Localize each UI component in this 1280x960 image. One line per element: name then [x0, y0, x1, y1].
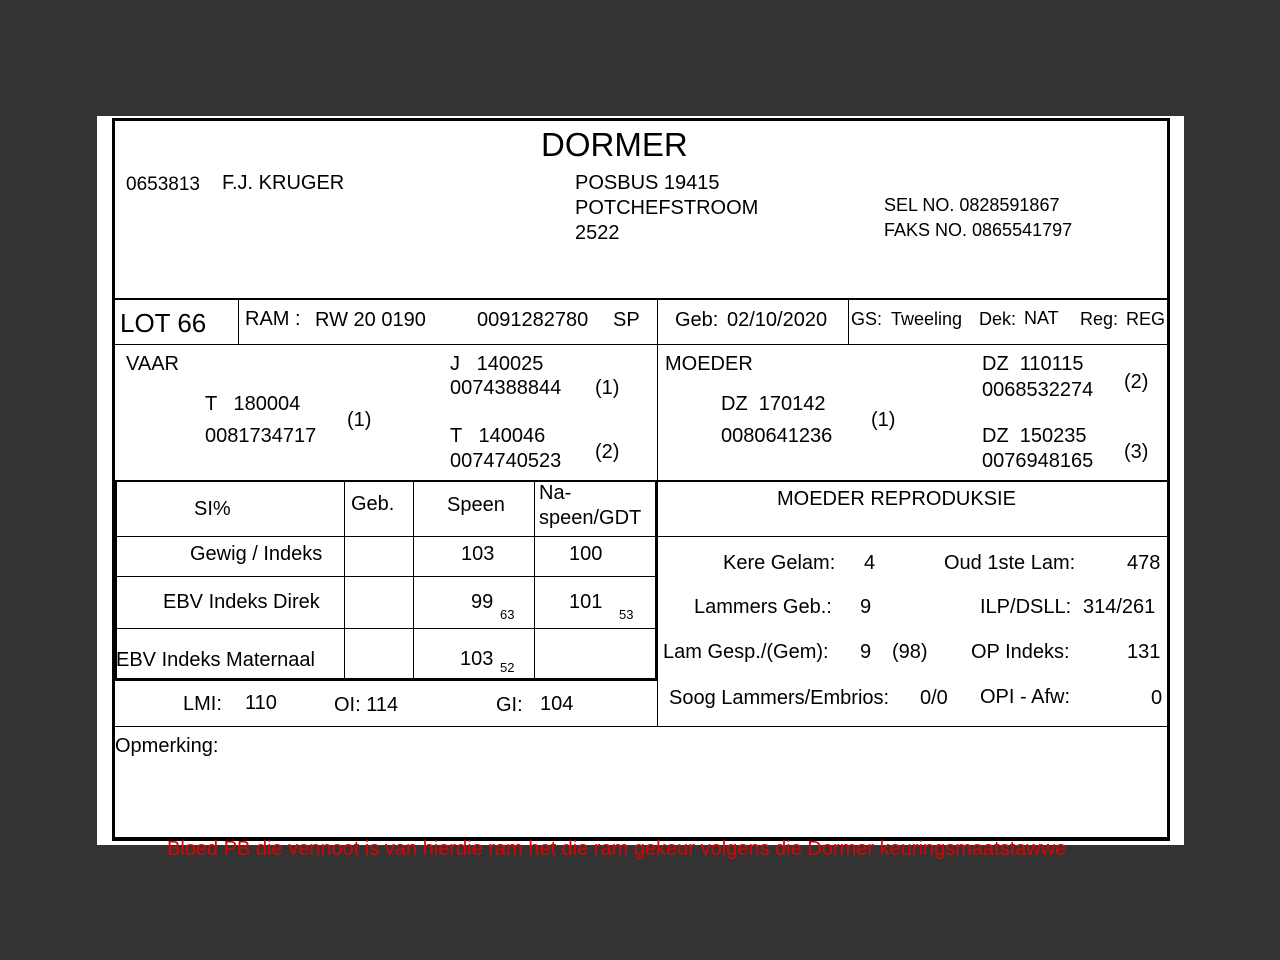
row2-speen-accuracy: 63: [500, 607, 515, 622]
divider-pedigree: [115, 480, 1170, 482]
ilp-label: ILP/DSLL:: [980, 596, 1072, 618]
divider-row3: [115, 678, 657, 681]
op-value: 131: [1127, 641, 1161, 663]
ram-id: RW 20 0190: [315, 309, 426, 331]
divider-index-head: [115, 536, 1170, 537]
head-speen: Speen: [447, 494, 505, 516]
address-line-1: POSBUS 19415: [575, 172, 720, 194]
row2-speen: 99: [471, 591, 494, 613]
dam-id: DZ 170142: [721, 393, 826, 415]
ram-reg-no: 0091282780: [477, 309, 589, 331]
oi-value: OI: 114: [334, 694, 399, 716]
row3-speen: 103: [460, 648, 494, 670]
breeder-code: 0653813: [126, 174, 200, 195]
row2-label: EBV Indeks Direk: [163, 591, 320, 613]
breeder-name: F.J. KRUGER: [222, 172, 345, 194]
gi-label: GI:: [496, 694, 523, 716]
row1-label: Gewig / Indeks: [190, 543, 323, 565]
sire-dam-mark: (2): [595, 441, 620, 463]
fax-number: FAKS NO. 0865541797: [884, 220, 1073, 240]
row1-speen: 103: [461, 543, 495, 565]
dam-mark: (1): [871, 409, 896, 431]
op-label: OP Indeks:: [971, 641, 1070, 663]
lammers-label: Lammers Geb.:: [694, 596, 832, 618]
head-geb: Geb.: [351, 493, 395, 515]
reproduction-title: MOEDER REPRODUKSIE: [777, 488, 1016, 510]
sire-sire-mark: (1): [595, 377, 620, 399]
divider-header: [115, 298, 1170, 300]
dam-dam-reg: 0076948165: [982, 450, 1094, 472]
gs-value: Tweeling: [891, 309, 963, 329]
head-naspeen-1: Na-: [539, 482, 572, 504]
gi-value: 104: [540, 693, 574, 715]
born-label: Geb:: [675, 309, 719, 331]
remarks-red-note: Bloed PB die vennoot is van hierdie ram het die ram gekeur volgens die Dormer keuringsmaatstawwe: [167, 838, 1067, 860]
gesp-value: 9: [860, 641, 872, 663]
address-line-3: 2522: [575, 222, 620, 244]
oud-value: 478: [1127, 552, 1161, 574]
divider-remarks: [115, 726, 1170, 727]
row3-label: EBV Indeks Maternaal: [116, 649, 315, 671]
reg-label: Reg:: [1080, 309, 1119, 329]
reg-value: REG: [1126, 309, 1166, 329]
opi-label: OPI - Afw:: [980, 686, 1071, 708]
dam-sire-reg: 0068532274: [982, 379, 1094, 401]
breed-title: DORMER: [541, 126, 688, 163]
remarks-label: Opmerking:: [115, 735, 219, 757]
opi-value: 0: [1151, 687, 1163, 709]
sire-sire-reg: 0074388844: [450, 377, 562, 399]
ilp-value: 314/261: [1083, 596, 1156, 618]
kere-value: 4: [864, 552, 876, 574]
sire-mark: (1): [347, 409, 372, 431]
ram-sp: SP: [613, 309, 640, 331]
dek-label: Dek:: [979, 309, 1017, 329]
divider-row1: [115, 576, 657, 577]
row1-naspeen: 100: [569, 543, 603, 565]
dam-sire-mark: (2): [1124, 371, 1149, 393]
divider-col-speen: [413, 481, 414, 679]
divider-col-naspeen: [534, 481, 535, 679]
sire-label: VAAR: [126, 353, 179, 375]
soog-label: Soog Lammers/Embrios:: [669, 687, 890, 709]
dam-dam-id: DZ 150235: [982, 425, 1087, 447]
row3-speen-accuracy: 52: [500, 660, 515, 675]
lot-number: LOT 66: [120, 308, 207, 338]
divider-gs-cell: [848, 299, 849, 345]
dam-dam-mark: (3): [1124, 441, 1149, 463]
dam-reg: 0080641236: [721, 425, 833, 447]
lot-card: [97, 116, 1184, 860]
dek-value: NAT: [1024, 308, 1059, 328]
sire-dam-id: T 140046: [450, 425, 546, 447]
sire-sire-id: J 140025: [450, 353, 544, 375]
oud-label: Oud 1ste Lam:: [944, 552, 1076, 574]
sire-reg: 0081734717: [205, 425, 317, 447]
kere-label: Kere Gelam:: [723, 552, 836, 574]
sire-dam-reg: 0074740523: [450, 450, 562, 472]
divider-row2: [115, 628, 657, 629]
ram-label: RAM :: [245, 308, 301, 330]
sire-id: T 180004: [205, 393, 301, 415]
row2-naspeen: 101: [569, 591, 603, 613]
head-naspeen-2: speen/GDT: [539, 507, 642, 529]
soog-value: 0/0: [920, 687, 948, 709]
row2-naspeen-accuracy: 53: [619, 607, 634, 622]
lmi-label: LMI:: [183, 693, 222, 715]
born-date: 02/10/2020: [727, 309, 828, 331]
gesp-average: (98): [892, 641, 928, 663]
dam-label: MOEDER: [665, 353, 753, 375]
divider-lot: [115, 344, 1170, 345]
head-si: SI%: [194, 498, 231, 520]
dam-sire-id: DZ 110115: [982, 353, 1084, 375]
lmi-value: 110: [245, 692, 277, 714]
divider-lot-cell: [238, 299, 239, 345]
address-line-2: POTCHEFSTROOM: [575, 197, 759, 219]
divider-index-box-right: [655, 481, 658, 681]
gs-label: GS:: [851, 309, 883, 329]
lammers-value: 9: [860, 596, 872, 618]
gesp-label: Lam Gesp./(Gem):: [663, 641, 829, 663]
divider-col-geb: [344, 481, 345, 679]
cell-number: SEL NO. 0828591867: [884, 195, 1060, 215]
